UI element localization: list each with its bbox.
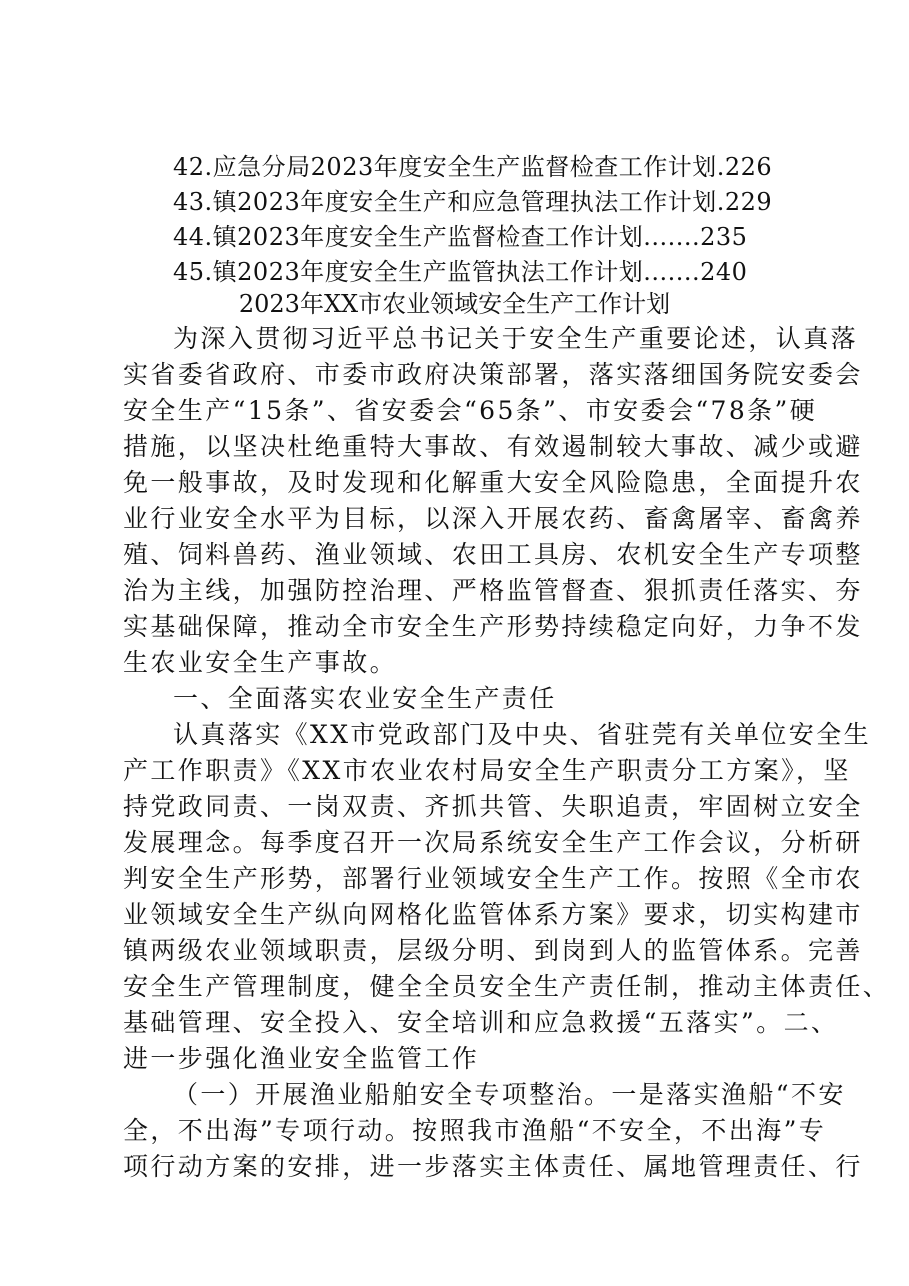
paragraph-line: 业领域安全生产纵向网格化监管体系方案》要求，切实构建市 xyxy=(123,900,863,929)
toc-entry-43: 43.镇2023年度安全生产和应急管理执法工作计划.229 xyxy=(173,188,773,216)
paragraph-line: 实省委省政府、市委市政府决策部署，落实落细国务院安委会 xyxy=(123,360,863,389)
table-of-contents xyxy=(173,150,773,290)
paragraph-line: 免一般事故，及时发现和化解重大安全风险隐患，全面提升农 xyxy=(123,468,863,497)
paragraph-line: 措施，以坚决杜绝重特大事故、有效遏制较大事故、减少或避 xyxy=(123,432,863,461)
paragraph-line: （一）开展渔业船舶安全专项整治。一是落实渔船“不安 xyxy=(173,1080,846,1109)
paragraph-line: 镇两级农业领域职责，层级分明、到岗到人的监管体系。完善 xyxy=(123,936,863,965)
paragraph-line: 生农业安全生产事故。 xyxy=(123,648,398,677)
paragraph-line: 判安全生产形势，部署行业领域安全生产工作。按照《全市农 xyxy=(123,864,863,893)
paragraph-line: 为深入贯彻习近平总书记关于安全生产重要论述，认真落 xyxy=(173,324,859,353)
section-heading: 一、全面落实农业安全生产责任 xyxy=(173,684,557,713)
toc-entry-44: 44.镇2023年度安全生产监督检查工作计划.......235 xyxy=(173,223,748,251)
paragraph-line: 发展理念。每季度召开一次局系统安全生产工作会议，分析研 xyxy=(123,828,863,857)
paragraph-line: 基础管理、安全投入、安全培训和应急救援“五落实”。二、 xyxy=(123,1008,839,1037)
paragraph-line: 治为主线，加强防控治理、严格监管督查、狠抓责任落实、夯 xyxy=(123,576,863,605)
paragraph-line: 殖、饲料兽药、渔业领域、农田工具房、农机安全生产专项整 xyxy=(123,540,863,569)
toc-entry-42: 42.应急分局2023年度安全生产监督检查工作计划.226 xyxy=(173,153,773,181)
paragraph-line: 业行业安全水平为目标，以深入开展农药、畜禽屠宰、畜禽养 xyxy=(123,504,863,533)
paragraph-line: 实基础保障，推动全市安全生产形势持续稳定向好，力争不发 xyxy=(123,612,863,641)
document-title: 2023年XX市农业领域安全生产工作计划 xyxy=(238,290,671,318)
paragraph-line: 持党政同责、一岗双责、齐抓共管、失职追责，牢固树立安全 xyxy=(123,792,863,821)
paragraph-line: 项行动方案的安排，进一步落实主体责任、属地管理责任、行 xyxy=(123,1152,863,1181)
paragraph-line: 认真落实《XX市党政部门及中央、省驻莞有关单位安全生 xyxy=(173,720,871,749)
paragraph-line: 安全生产“15条”、省安委会“65条”、市安委会“78条”硬 xyxy=(123,396,818,425)
toc-entry-45: 45.镇2023年度安全生产监管执法工作计划.......240 xyxy=(173,258,748,286)
paragraph-line: 安全生产管理制度，健全全员安全生产责任制，推动主体责任、 xyxy=(123,972,891,1001)
section-heading: 进一步强化渔业安全监管工作 xyxy=(123,1044,480,1073)
paragraph-line: 全，不出海”专项行动。按照我市渔船“不安全，不出海”专 xyxy=(123,1116,827,1145)
paragraph-line: 产工作职责》《XX市农业农村局安全生产职责分工方案》，坚 xyxy=(123,756,851,785)
